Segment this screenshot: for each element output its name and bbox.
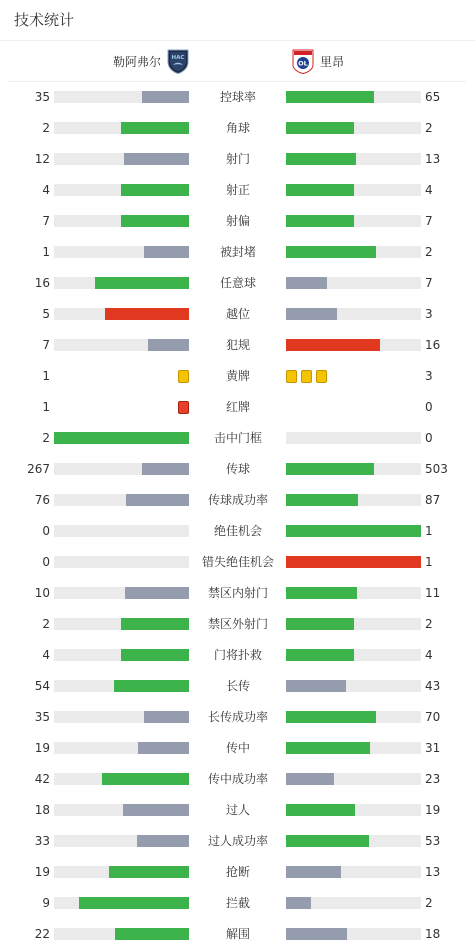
home-stat-value: 10 [34, 586, 50, 600]
home-stat-value: 2 [42, 431, 50, 445]
away-stat-bar [286, 463, 421, 475]
page-title: 技术统计 [14, 11, 75, 29]
away-stat-bar-fill [286, 711, 376, 723]
home-stat-bar-fill [123, 804, 189, 816]
away-stat-bar [286, 649, 421, 661]
home-stat-bar-fill [142, 463, 189, 475]
stat-row [0, 924, 475, 944]
home-stat-bar-fill [142, 91, 189, 103]
stat-row [0, 397, 475, 417]
away-stat-bar [286, 91, 421, 103]
home-stat-bar-fill [95, 277, 189, 289]
home-stat-value: 9 [42, 896, 50, 910]
home-stat-bar [54, 587, 189, 599]
away-stat-bar-fill [286, 804, 355, 816]
home-stat-bar-fill [125, 587, 189, 599]
away-stat-bar [286, 587, 421, 599]
away-stat-bar [286, 153, 421, 165]
home-stat-bar-fill [54, 432, 189, 444]
home-stat-bar-fill [138, 742, 189, 754]
home-stat-bar-fill [124, 153, 189, 165]
home-stat-bar-fill [121, 618, 189, 630]
away-stat-bar-fill [286, 494, 358, 506]
away-stat-bar [286, 928, 421, 940]
home-stat-value: 0 [42, 555, 50, 569]
stat-row [0, 831, 475, 851]
stat-row [0, 490, 475, 510]
stat-label: 传中成功率 [207, 772, 268, 786]
away-stat-bar [286, 711, 421, 723]
away-stat-bar-fill [286, 153, 356, 165]
home-stat-bar-fill [105, 308, 189, 320]
home-stat-bar-fill [144, 246, 189, 258]
away-stat-bar-fill [286, 556, 421, 568]
stat-row [0, 645, 475, 665]
stat-label: 禁区内射门 [207, 586, 268, 600]
home-stat-value: 267 [27, 462, 50, 476]
away-stat-bar-fill [286, 525, 421, 537]
away-stat-value: 3 [425, 307, 433, 321]
home-stat-bar-fill [121, 649, 189, 661]
away-stat-bar-fill [286, 618, 354, 630]
stat-label: 控球率 [219, 90, 256, 104]
stat-label: 传中 [225, 741, 250, 755]
home-stat-value: 4 [42, 648, 50, 662]
stat-label: 越位 [225, 307, 250, 321]
away-stat-value: 2 [425, 245, 433, 259]
away-stat-bar [286, 742, 421, 754]
home-stat-value: 7 [42, 338, 50, 352]
home-stat-bar-fill [114, 680, 189, 692]
stat-row [0, 614, 475, 634]
home-stat-bar-fill [121, 184, 189, 196]
home-stat-value: 2 [42, 617, 50, 631]
away-stat-bar [286, 122, 421, 134]
away-stat-bar-fill [286, 308, 337, 320]
away-stat-bar-fill [286, 91, 374, 103]
away-stat-value: 11 [425, 586, 441, 600]
stat-row [0, 242, 475, 262]
away-stat-bar-fill [286, 246, 376, 258]
home-stat-value: 22 [34, 927, 50, 941]
stat-label: 红牌 [225, 400, 250, 414]
stat-label: 解围 [225, 927, 250, 941]
yellow-card-icon [301, 370, 312, 383]
away-stat-bar-fill [286, 897, 311, 909]
home-stat-bar-fill [121, 122, 189, 134]
stat-label: 射偏 [225, 214, 250, 228]
lyon-crest-icon [292, 49, 314, 74]
home-stat-bar [54, 928, 189, 940]
away-stat-bar-fill [286, 463, 374, 475]
stat-row [0, 304, 475, 324]
away-stat-value: 19 [425, 803, 441, 817]
home-stat-bar [54, 711, 189, 723]
away-stat-value: 7 [425, 276, 433, 290]
home-stat-bar-fill [126, 494, 189, 506]
home-stat-bar [54, 339, 189, 351]
stat-label: 击中门框 [213, 431, 262, 445]
home-cards [174, 397, 189, 417]
stat-row [0, 583, 475, 603]
home-stat-bar-fill [137, 835, 189, 847]
stat-row [0, 676, 475, 696]
home-stat-bar [54, 897, 189, 909]
away-stat-value: 87 [425, 493, 441, 507]
home-stat-bar [54, 649, 189, 661]
stat-label: 禁区外射门 [207, 617, 268, 631]
home-stat-bar [54, 463, 189, 475]
stat-label: 长传成功率 [207, 710, 268, 724]
home-stat-bar-fill [121, 215, 189, 227]
home-stat-value: 0 [42, 524, 50, 538]
home-stat-bar-fill [144, 711, 189, 723]
home-stat-value: 76 [34, 493, 50, 507]
away-stat-bar [286, 246, 421, 258]
stat-row [0, 366, 475, 386]
away-stat-bar [286, 618, 421, 630]
away-stat-value: 2 [425, 121, 433, 135]
away-stat-value: 2 [425, 896, 433, 910]
away-stat-value: 4 [425, 183, 433, 197]
stat-label: 被封堵 [219, 245, 256, 259]
away-stat-value: 53 [425, 834, 441, 848]
home-stat-bar [54, 246, 189, 258]
home-stat-bar [54, 308, 189, 320]
home-stat-bar [54, 277, 189, 289]
stat-label: 门将扑救 [213, 648, 262, 662]
away-stat-bar-fill [286, 928, 347, 940]
home-stat-value: 19 [34, 741, 50, 755]
away-stat-bar-fill [286, 680, 346, 692]
away-stat-value: 70 [425, 710, 441, 724]
header-divider [0, 40, 475, 41]
stat-row [0, 552, 475, 572]
stat-label: 传球 [225, 462, 250, 476]
stat-label: 错失绝佳机会 [201, 555, 274, 569]
stat-label: 传球成功率 [207, 493, 268, 507]
stat-label: 绝佳机会 [213, 524, 262, 538]
away-stat-bar-fill [286, 277, 327, 289]
home-stat-bar [54, 153, 189, 165]
away-stat-value: 7 [425, 214, 433, 228]
away-stat-bar [286, 339, 421, 351]
home-stat-value: 35 [34, 90, 50, 104]
stat-label: 拦截 [225, 896, 250, 910]
away-stat-value: 13 [425, 152, 441, 166]
home-stat-value: 1 [42, 400, 50, 414]
away-stat-value: 31 [425, 741, 441, 755]
away-stat-bar [286, 432, 421, 444]
away-stat-bar-fill [286, 773, 334, 785]
away-stat-bar [286, 680, 421, 692]
stat-label: 射正 [225, 183, 250, 197]
away-team-header[interactable] [292, 48, 344, 74]
stat-label: 犯规 [225, 338, 250, 352]
home-stat-value: 33 [34, 834, 50, 848]
home-stat-bar [54, 773, 189, 785]
away-stat-value: 4 [425, 648, 433, 662]
home-stat-bar [54, 215, 189, 227]
stat-row [0, 893, 475, 913]
home-stat-value: 19 [34, 865, 50, 879]
le-havre-crest-icon [167, 49, 189, 74]
yellow-card-icon [178, 370, 189, 383]
away-stat-bar [286, 277, 421, 289]
home-stat-value: 54 [34, 679, 50, 693]
away-stat-bar-fill [286, 649, 354, 661]
home-stat-value: 16 [34, 276, 50, 290]
away-stat-value: 2 [425, 617, 433, 631]
home-cards [174, 366, 189, 386]
stat-label: 长传 [225, 679, 250, 693]
away-stat-value: 18 [425, 927, 441, 941]
home-stat-bar [54, 184, 189, 196]
away-stat-value: 23 [425, 772, 441, 786]
away-stat-bar [286, 773, 421, 785]
yellow-card-icon [316, 370, 327, 383]
home-stat-bar [54, 680, 189, 692]
stat-row [0, 862, 475, 882]
stat-row [0, 707, 475, 727]
home-stat-bar [54, 556, 189, 568]
home-stat-bar [54, 618, 189, 630]
stat-label: 任意球 [219, 276, 256, 290]
home-team-name: 勒阿弗尔 [112, 54, 161, 69]
stat-row [0, 335, 475, 355]
away-stat-value: 65 [425, 90, 441, 104]
stat-label: 射门 [225, 152, 250, 166]
away-stat-bar-fill [286, 215, 354, 227]
home-stat-bar-fill [102, 773, 189, 785]
away-cards [286, 366, 331, 386]
home-stat-value: 1 [42, 245, 50, 259]
home-stat-bar [54, 866, 189, 878]
stat-label: 过人 [225, 803, 250, 817]
team-header-divider [8, 81, 466, 82]
stat-row [0, 273, 475, 293]
home-stat-value: 4 [42, 183, 50, 197]
home-stat-value: 2 [42, 121, 50, 135]
away-stat-bar [286, 835, 421, 847]
home-stat-value: 5 [42, 307, 50, 321]
away-stat-bar [286, 556, 421, 568]
away-stat-bar-fill [286, 184, 354, 196]
home-stat-value: 7 [42, 214, 50, 228]
stat-row [0, 769, 475, 789]
home-stat-bar-fill [148, 339, 189, 351]
stat-row [0, 800, 475, 820]
away-stat-bar [286, 804, 421, 816]
home-stat-bar [54, 122, 189, 134]
stat-row [0, 521, 475, 541]
home-stat-bar-fill [109, 866, 189, 878]
away-stat-bar-fill [286, 587, 357, 599]
away-stat-value: 1 [425, 524, 433, 538]
yellow-card-icon [286, 370, 297, 383]
home-stat-bar [54, 494, 189, 506]
stat-label: 黄牌 [225, 369, 250, 383]
away-stat-bar-fill [286, 835, 369, 847]
away-stat-bar [286, 184, 421, 196]
stat-label: 抢断 [225, 865, 250, 879]
away-stat-bar [286, 215, 421, 227]
home-stat-bar-fill [115, 928, 189, 940]
away-stat-bar [286, 494, 421, 506]
away-stat-bar [286, 525, 421, 537]
away-stat-bar-fill [286, 866, 341, 878]
away-stat-value: 503 [425, 462, 448, 476]
stat-row [0, 87, 475, 107]
away-stat-value: 3 [425, 369, 433, 383]
home-stat-bar [54, 835, 189, 847]
stat-row [0, 428, 475, 448]
away-stat-value: 1 [425, 555, 433, 569]
stat-label: 角球 [225, 121, 250, 135]
stat-row [0, 149, 475, 169]
home-stat-bar [54, 742, 189, 754]
away-team-name: 里昂 [320, 54, 345, 69]
stat-row [0, 118, 475, 138]
away-stat-bar [286, 897, 421, 909]
away-stat-bar-fill [286, 122, 354, 134]
home-stat-value: 18 [34, 803, 50, 817]
away-stat-value: 0 [425, 431, 433, 445]
home-stat-value: 1 [42, 369, 50, 383]
home-stat-value: 42 [34, 772, 50, 786]
home-team-header[interactable] [113, 48, 189, 74]
away-stat-bar [286, 866, 421, 878]
home-stat-bar [54, 432, 189, 444]
svg-text:OL: OL [298, 59, 308, 67]
red-card-icon [178, 401, 189, 414]
away-stat-value: 13 [425, 865, 441, 879]
stat-row [0, 459, 475, 479]
stat-row [0, 180, 475, 200]
home-stat-bar [54, 525, 189, 537]
home-stat-bar [54, 91, 189, 103]
svg-text:HAC: HAC [171, 54, 185, 61]
away-stat-value: 0 [425, 400, 433, 414]
away-stat-value: 16 [425, 338, 441, 352]
home-stat-value: 12 [34, 152, 50, 166]
away-stat-bar [286, 308, 421, 320]
stat-row [0, 211, 475, 231]
stat-label: 过人成功率 [207, 834, 268, 848]
home-stat-bar-fill [79, 897, 189, 909]
away-stat-bar-fill [286, 339, 380, 351]
stat-row [0, 738, 475, 758]
home-stat-bar [54, 804, 189, 816]
away-stat-value: 43 [425, 679, 441, 693]
away-stat-bar-fill [286, 742, 370, 754]
home-stat-value: 35 [34, 710, 50, 724]
